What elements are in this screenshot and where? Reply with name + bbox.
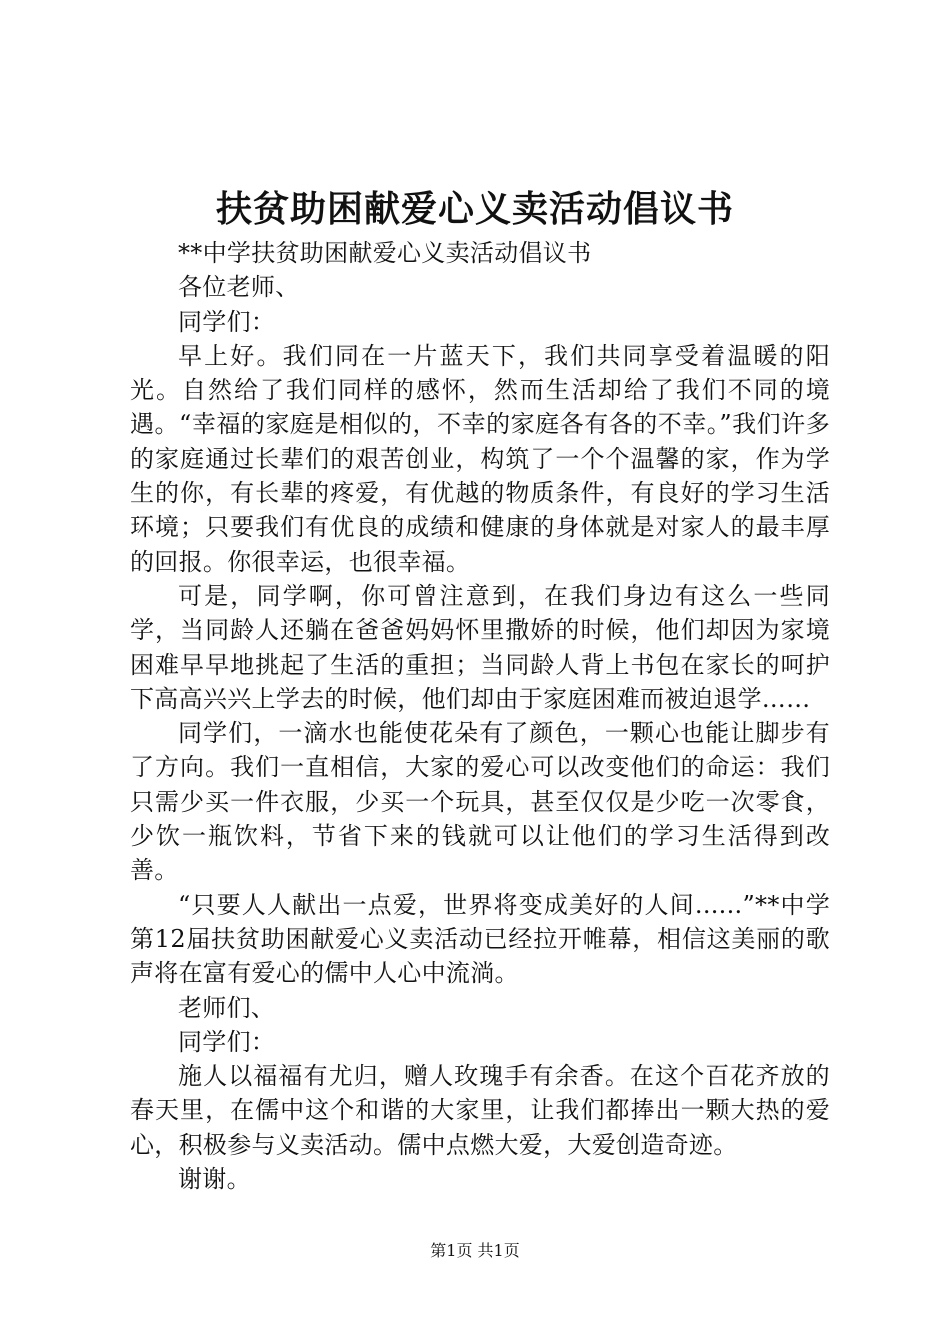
- paragraph-call-to-action: 同学们，一滴水也能使花朵有了颜色，一颗心也能让脚步有了方向。我们一直相信，大家的爱心可以改变他们的命运：我们只需少买一件衣服，少买一个玩具，甚至仅仅是少吃一次零食，少饮一瓶饮料，节省下来的钱就可以让他们的学习生活得到改善。: [130, 719, 830, 885]
- paragraph-salutation-students-2: 同学们：: [178, 1027, 276, 1056]
- document-title: 扶贫助困献爱心义卖活动倡议书: [215, 188, 734, 230]
- paragraph-salutation-students: 同学们：: [178, 307, 276, 336]
- document-body: [130, 236, 830, 1196]
- paragraph-salutation-teachers: 各位老师、: [178, 273, 300, 302]
- paragraph-salutation-teachers-2: 老师们、: [178, 993, 276, 1022]
- paragraph-thanks: 谢谢。: [178, 1165, 251, 1194]
- paragraph-hardship: 可是，同学啊，你可曾注意到，在我们身边有这么一些同学，当同龄人还躺在爸爸妈妈怀里撒娇的时候，他们却因为家境困难早早地挑起了生活的重担；当同龄人背上书包在家长的呵护下高高兴兴上学去的时候，他们却由于家庭困难而被迫退学……: [130, 581, 830, 713]
- paragraph-event-announcement: “只要人人献出一点爱，世界将变成美好的人间......”**中学第12届扶贫助困献爱心义卖活动已经拉开帷幕，相信这美丽的歌声将在富有爱心的儒中人心中流淌。: [130, 890, 830, 988]
- paragraph-closing: 施人以福福有尤归，赠人玫瑰手有余香。在这个百花齐放的春天里，在儒中这个和谐的大家里，让我们都捧出一颗大热的爱心，积极参与义卖活动。儒中点燃大爱，大爱创造奇迹。: [130, 1062, 830, 1159]
- page-footer: 第1页 共1页: [430, 1241, 520, 1260]
- paragraph-subtitle: **中学扶贫助困献爱心义卖活动倡议书: [178, 239, 592, 267]
- paragraph-greeting: 早上好。我们同在一片蓝天下，我们共同享受着温暖的阳光。自然给了我们同样的感怀，然而生活却给了我们不同的境遇。“幸福的家庭是相似的，不幸的家庭各有各的不幸。”我们许多的家庭通过长辈们的艰苦创业，构筑了一个个温馨的家，作为学生的你，有长辈的疼爱，有优越的物质条件，有良好的学习生活环境；只要我们有优良的成绩和健康的身体就是对家人的最丰厚的回报。你很幸运，也很幸福。: [130, 341, 830, 576]
